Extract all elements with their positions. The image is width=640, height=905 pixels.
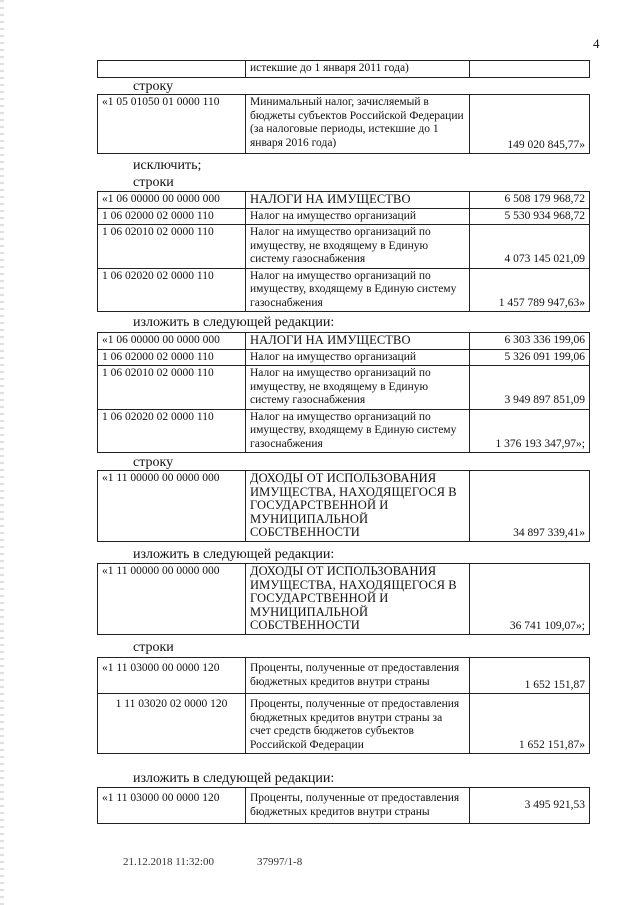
code-cell bbox=[98, 61, 246, 78]
name-cell: ДОХОДЫ ОТ ИСПОЛЬЗОВАНИЯ ИМУЩЕСТВА, НАХОДЯЩЕГОСЯ В ГОСУДАРСТВЕННОЙ И МУНИЦИПАЛЬНОЙ СОБСТВЕННОСТИ bbox=[246, 471, 470, 542]
name-cell: НАЛОГИ НА ИМУЩЕСТВО bbox=[246, 333, 470, 350]
table-row bbox=[98, 366, 590, 410]
page-number: 4 bbox=[593, 36, 600, 51]
code-cell: 1 06 02010 02 0000 110 bbox=[98, 225, 246, 269]
code-cell: «1 11 03000 00 0000 120 bbox=[98, 658, 246, 694]
footer-doc-id: 37997/1-8 bbox=[257, 856, 303, 868]
footer-datetime: 21.12.2018 11:32:00 bbox=[123, 856, 214, 868]
code-cell: «1 06 00000 00 0000 000 bbox=[98, 333, 246, 350]
table-min-tax bbox=[97, 94, 590, 154]
table-continuation bbox=[97, 60, 590, 78]
name-cell: НАЛОГИ НА ИМУЩЕСТВО bbox=[246, 192, 470, 209]
amount-cell: 1 457 789 947,63» bbox=[470, 268, 590, 312]
name-cell: Проценты, полученные от предоставления бюджетных кредитов внутри страны bbox=[246, 788, 470, 824]
table-row bbox=[98, 95, 590, 154]
label-exclude: исключить; bbox=[133, 158, 202, 173]
code-cell: «1 06 00000 00 0000 000 bbox=[98, 192, 246, 209]
amount-cell: 149 020 845,77» bbox=[470, 95, 590, 154]
amount-cell: 4 073 145 021,09 bbox=[470, 225, 590, 269]
name-cell: Налог на имущество организаций по имуществу, входящему в Единую систему газоснабжения bbox=[246, 409, 470, 453]
table-row bbox=[98, 471, 590, 542]
name-cell: Налог на имущество организаций bbox=[246, 208, 470, 225]
code-cell: 1 11 03020 02 0000 120 bbox=[98, 694, 246, 754]
name-cell: истекшие до 1 января 2011 года) bbox=[246, 61, 470, 78]
table-row bbox=[98, 225, 590, 269]
amount-cell: 3 495 921,53 bbox=[470, 788, 590, 824]
code-cell: «1 11 00000 00 0000 000 bbox=[98, 471, 246, 542]
code-cell: «1 05 01050 01 0000 110 bbox=[98, 95, 246, 154]
table-interest-old bbox=[97, 657, 590, 754]
label-stroki: строки bbox=[133, 640, 174, 655]
label-new-version: изложить в следующей редакции: bbox=[133, 315, 335, 330]
code-cell: «1 11 03000 00 0000 120 bbox=[98, 788, 246, 824]
amount-cell bbox=[470, 61, 590, 78]
table-row bbox=[98, 333, 590, 350]
name-cell: Налог на имущество организаций bbox=[246, 349, 470, 366]
label-stroku: строку bbox=[133, 79, 174, 94]
table-row bbox=[98, 409, 590, 453]
table-interest-new bbox=[97, 787, 590, 824]
amount-cell: 3 949 897 851,09 bbox=[470, 366, 590, 410]
table-row bbox=[98, 349, 590, 366]
name-cell: Проценты, полученные от предоставления бюджетных кредитов внутри страны bbox=[246, 658, 470, 694]
name-cell: ДОХОДЫ ОТ ИСПОЛЬЗОВАНИЯ ИМУЩЕСТВА, НАХОДЯЩЕГОСЯ В ГОСУДАРСТВЕННОЙ И МУНИЦИПАЛЬНОЙ СОБСТВЕННОСТИ bbox=[246, 564, 470, 635]
code-cell: 1 06 02010 02 0000 110 bbox=[98, 366, 246, 410]
amount-cell: 1 376 193 347,97»; bbox=[470, 409, 590, 453]
amount-cell: 6 303 336 199,06 bbox=[470, 333, 590, 350]
table-row bbox=[98, 658, 590, 694]
code-cell: 1 06 02020 02 0000 110 bbox=[98, 409, 246, 453]
amount-cell: 34 897 339,41» bbox=[470, 471, 590, 542]
table-row bbox=[98, 564, 590, 635]
table-property-tax-old bbox=[97, 191, 590, 312]
amount-cell: 36 741 109,07»; bbox=[470, 564, 590, 635]
label-stroki: строки bbox=[133, 175, 174, 190]
table-row bbox=[98, 268, 590, 312]
amount-cell: 5 326 091 199,06 bbox=[470, 349, 590, 366]
table-row bbox=[98, 61, 590, 78]
label-stroku: строку bbox=[133, 455, 174, 470]
table-property-income-new bbox=[97, 563, 590, 635]
table-property-tax-new bbox=[97, 332, 590, 453]
code-cell: 1 06 02000 02 0000 110 bbox=[98, 349, 246, 366]
table-property-income-old bbox=[97, 470, 590, 542]
name-cell: Налог на имущество организаций по имуществу, входящему в Единую систему газоснабжения bbox=[246, 268, 470, 312]
label-new-version: изложить в следующей редакции: bbox=[133, 547, 335, 562]
amount-cell: 1 652 151,87 bbox=[470, 658, 590, 694]
name-cell: Минимальный налог, зачисляемый в бюджеты субъектов Российской Федерации (за налоговые периоды, истекшие до 1 января 2016 года) bbox=[246, 95, 470, 154]
name-cell: Налог на имущество организаций по имуществу, не входящему в Единую систему газоснабжения bbox=[246, 366, 470, 410]
table-row bbox=[98, 208, 590, 225]
code-cell: 1 06 02000 02 0000 110 bbox=[98, 208, 246, 225]
amount-cell: 1 652 151,87» bbox=[470, 694, 590, 754]
table-row bbox=[98, 788, 590, 824]
table-row bbox=[98, 694, 590, 754]
name-cell: Проценты, полученные от предоставления бюджетных кредитов внутри страны за счет средств бюджетов субъектов Российской Федерации bbox=[246, 694, 470, 754]
amount-cell: 6 508 179 968,72 bbox=[470, 192, 590, 209]
label-new-version: изложить в следующей редакции: bbox=[133, 771, 335, 786]
code-cell: «1 11 00000 00 0000 000 bbox=[98, 564, 246, 635]
table-row bbox=[98, 192, 590, 209]
scan-edge bbox=[0, 0, 4, 905]
code-cell: 1 06 02020 02 0000 110 bbox=[98, 268, 246, 312]
amount-cell: 5 530 934 968,72 bbox=[470, 208, 590, 225]
name-cell: Налог на имущество организаций по имуществу, не входящему в Единую систему газоснабжения bbox=[246, 225, 470, 269]
